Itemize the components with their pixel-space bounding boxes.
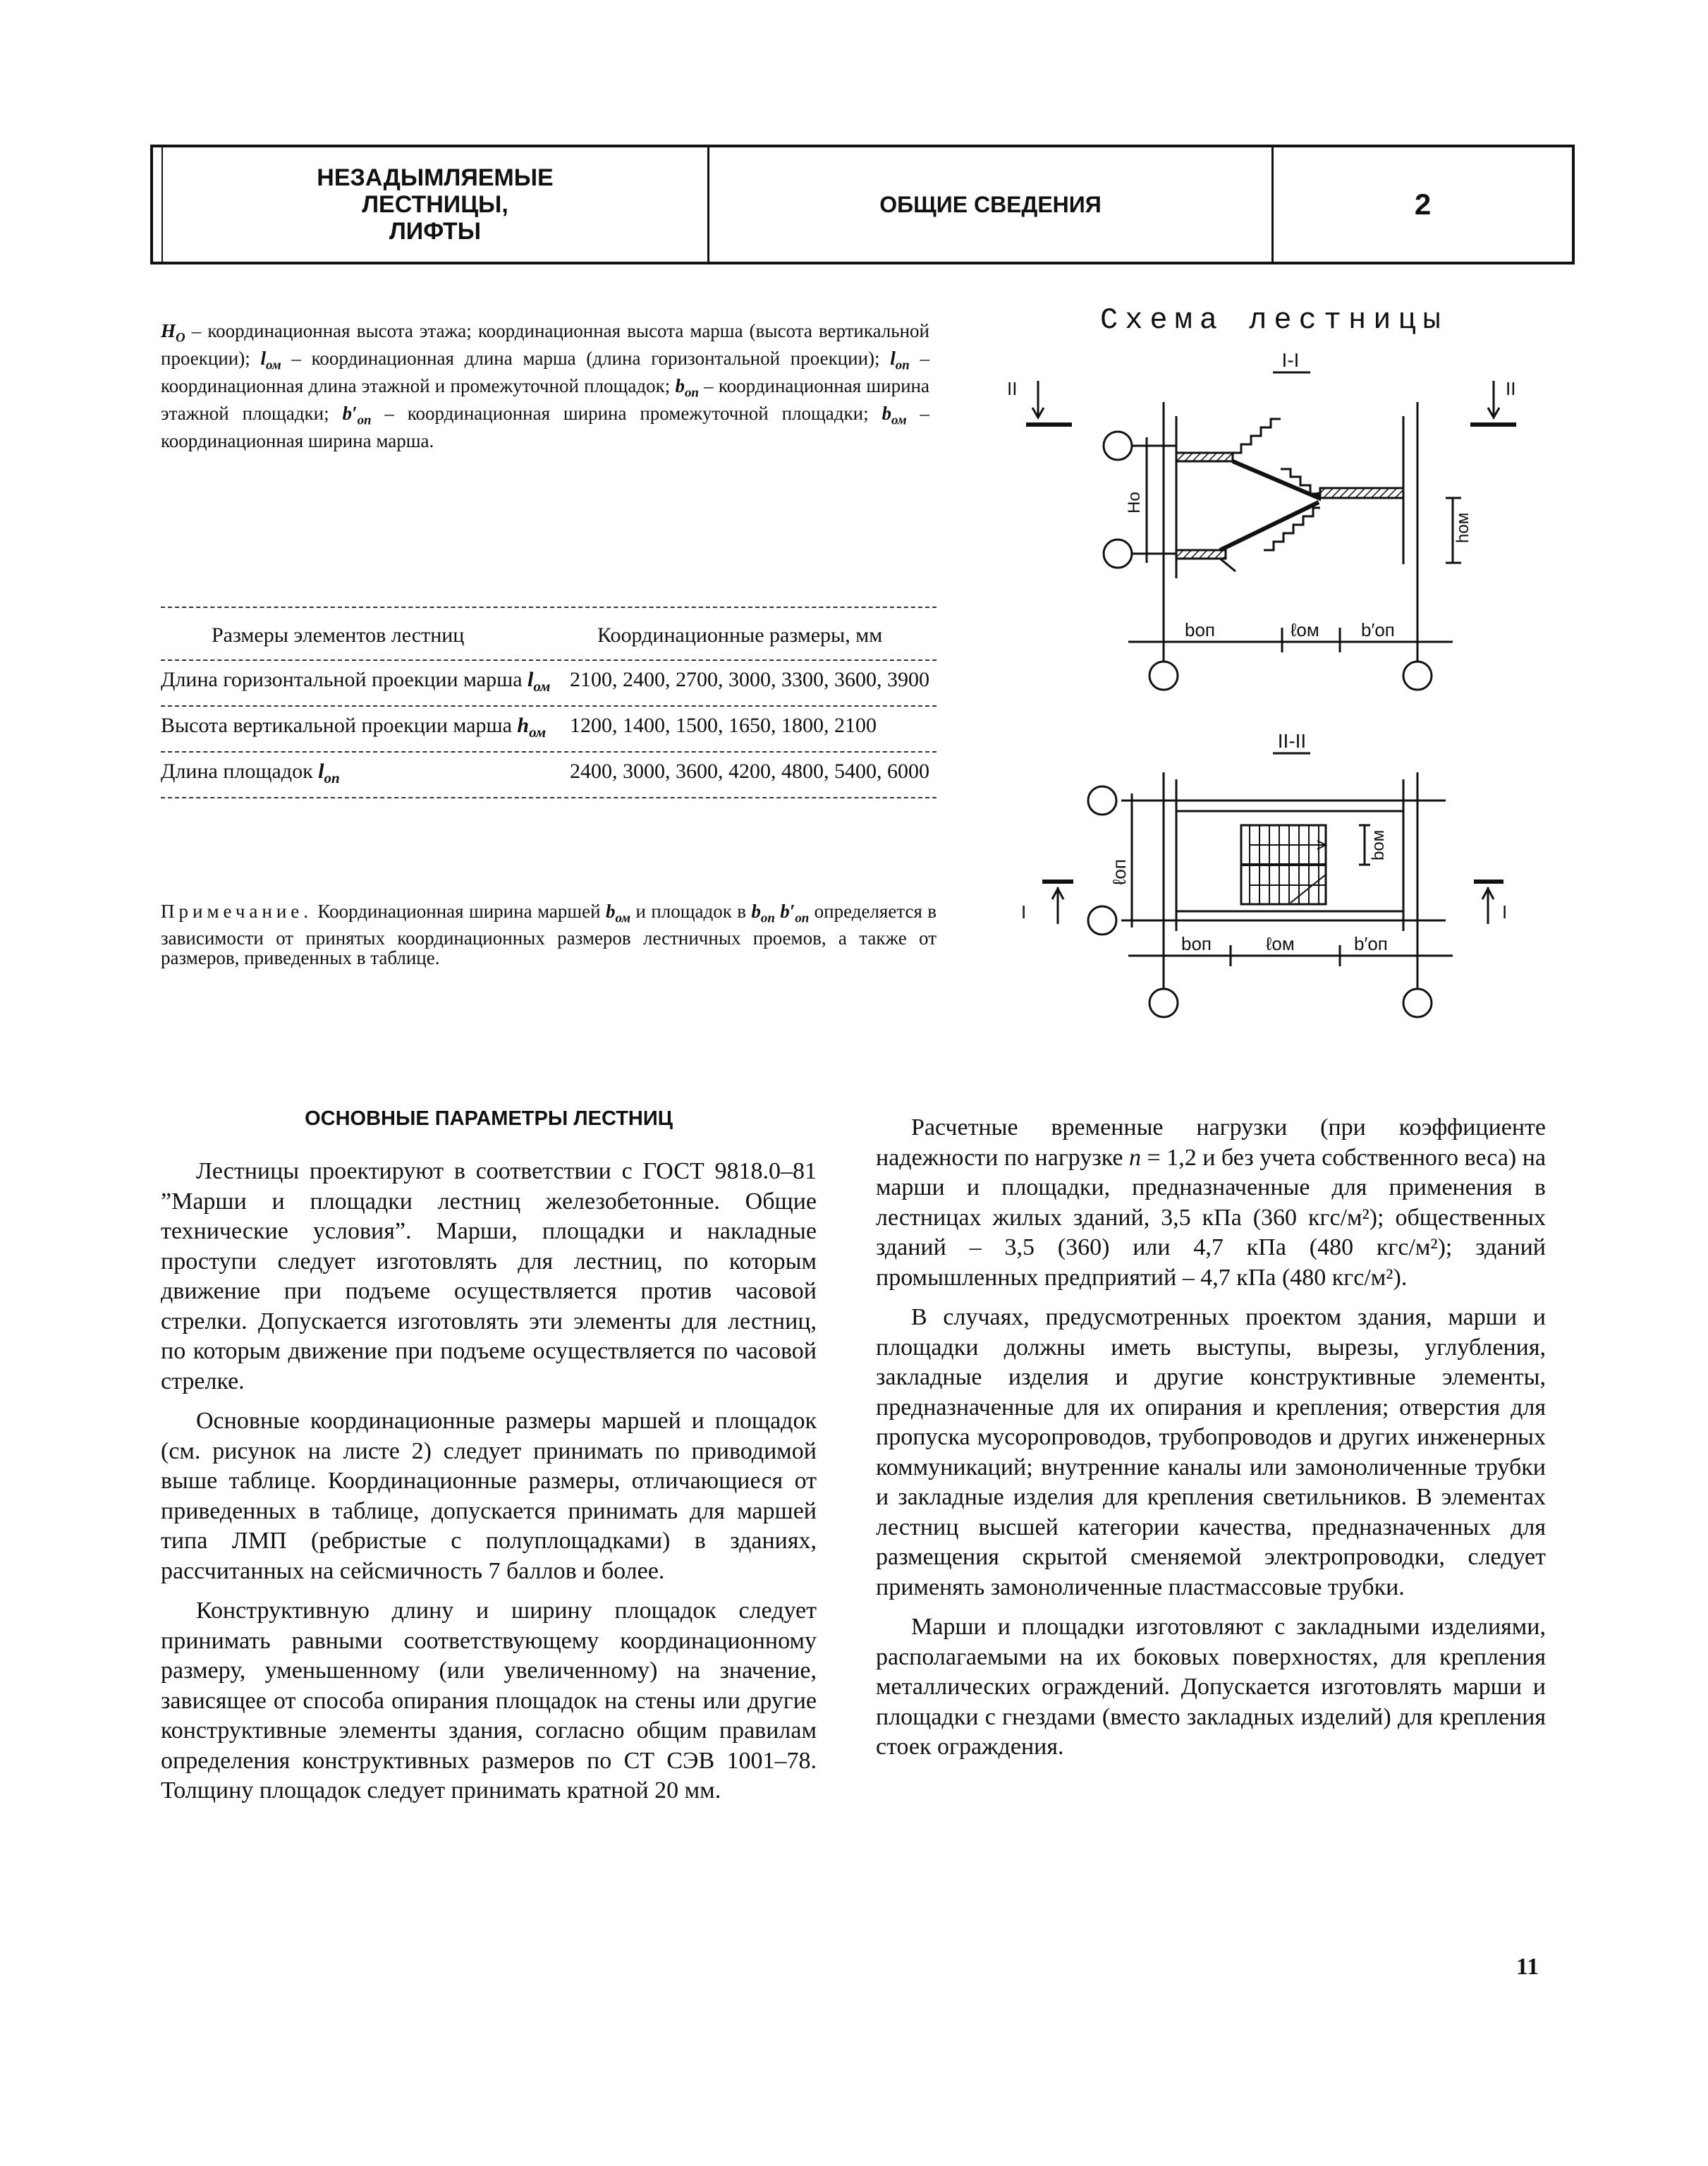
label-lon: ℓоп [1109, 859, 1130, 885]
label-bom: bом [1369, 829, 1388, 860]
header-page-cell [1274, 145, 1572, 264]
header-title-cell [163, 145, 707, 264]
symbol-lon: $l_{оп}$ [890, 347, 910, 373]
page-number: 11 [1516, 1954, 1539, 1980]
table-row [161, 661, 937, 705]
table-cell-values: 1200, 1400, 1500, 1650, 1800, 2100 [570, 714, 877, 737]
cut-mark-right: I [1502, 901, 1508, 923]
table-header-row [161, 608, 937, 659]
symbol-bon: $b_{оп}$ [675, 375, 699, 401]
grid-axis-circle [1088, 786, 1116, 815]
cut-mark-right: II [1506, 378, 1516, 399]
section-1-1 [1007, 349, 1516, 690]
label-bon: bоп [1185, 619, 1215, 640]
symbol-lom: $l_{ом}$ [260, 347, 281, 373]
cut-mark-left: II [1007, 378, 1018, 399]
diagram-title: Схема лестницы [1100, 303, 1448, 337]
table-cell-values: 2400, 3000, 3600, 4200, 4800, 5400, 6000 [570, 760, 929, 783]
grid-axis-circle [1149, 662, 1178, 690]
right-column [876, 1113, 1546, 1772]
paragraph: Лестницы проектируют в соответствии с ГОСТ 9818.0–81 ”Марши и площадки лестниц железобетонные. Общие технические условия”. Марши, площадки и накладные проступи следует изготовлять для лестниц, по которым движение при подъеме осуществляется против часовой стрелки. Допускается изготовлять эти элементы для лестниц, по которым движение при подъеме осуществляется по часовой стрелке. [161, 1158, 817, 1394]
section-heading: ОСНОВНЫЕ ПАРАМЕТРЫ ЛЕСТНИЦ [305, 1107, 673, 1130]
symbol-ho: $H_O$ [161, 320, 185, 346]
left-column [161, 1157, 817, 1816]
symbol-bon-prime: $b'_{оп}$ [342, 402, 372, 428]
label-hom: hом [1453, 512, 1472, 543]
table-cell-name: Высота вертикальной проекции марша $h_{ом}$ [161, 714, 547, 741]
header-table [150, 145, 1575, 264]
grid-axis-circle [1403, 662, 1432, 690]
table-row [161, 707, 937, 751]
table-header-sizes: Координационные размеры, мм [597, 623, 883, 647]
grid-axis-circle [1104, 432, 1132, 460]
paragraph: В случаях, предусмотренных проектом здания, марши и площадки должны иметь выступы, вырезы, углубления, закладные изделия и другие конструктивные элементы, предназначенные для их опирания и крепления; отверстия для пропуска мусоропроводов, трубопроводов и других инженерных коммуникаций; внутренние каналы или замоноличенные трубки и закладные изделия для крепления светильников. В элементах лестниц высшей категории качества, предназначенных для размещения скрытой сменяемой электропроводки, следует применять замоноличенные пластмассовые трубки. [876, 1304, 1546, 1600]
label-lom: ℓом [1266, 933, 1295, 954]
paragraph: Расчетные временные нагрузки (при коэффициенте надежности по нагрузке n = 1,2 и без учета собственного веса) на марши и площадки, предназначенные для применения в лестницах жилых зданий, 3,5 кПа (360 кгс/м²); общественных зданий – 3,5 (360) или 4,7 кПа (480 кгс/м²); зданий промышленных предприятий – 4,7 кПа (480 кгс/м²). [876, 1114, 1547, 1291]
section-1-label: I-I [1281, 349, 1300, 371]
grid-axis-circle [1403, 989, 1432, 1017]
symbol-definitions [161, 321, 929, 451]
note-label: Примечание. [161, 901, 313, 922]
cut-mark-left: I [1021, 901, 1027, 923]
label-lom: ℓом [1291, 619, 1319, 640]
dimension-table [161, 607, 937, 798]
paragraph: Основные координационные размеры маршей и площадок (см. рисунок на листе 2) следует принимать по приводимой выше таблице. Координационные размеры, отличающиеся от приведенных в таблице, допускается принимать для маршей типа ЛМП (ребристые с полуплощадками) в зданиях, рассчитанных на сейсмичность 7 баллов и более. [161, 1408, 817, 1584]
stair-scheme-diagram [987, 339, 1566, 1030]
table-note: Примечание. Координационная ширина маршей $b_{ом}$ и площадок в $b_{оп}$ $b'_{оп}$ определяется в зависимости от принятых координационных размеров лестничных проемов, а также от размеров, приведенных в таблице. [161, 901, 937, 969]
def-lom-text: – координационная длина марша (длина горизонтальной проекции); [281, 347, 891, 369]
grid-axis-circle [1149, 989, 1178, 1017]
header-page-number: 2 [1414, 188, 1432, 221]
section-2-label: II-II [1277, 730, 1307, 752]
table-header-elements: Размеры элементов лестниц [212, 623, 465, 647]
table-rule [161, 797, 937, 798]
label-bon-prime: b′оп [1354, 933, 1388, 954]
table-row [161, 753, 937, 797]
label-bon: bоп [1181, 933, 1212, 954]
label-bon-prime: b′оп [1361, 619, 1395, 640]
header-section: ОБЩИЕ СВЕДЕНИЯ [879, 191, 1102, 217]
symbol-bom: $b_{ом}$ [882, 402, 907, 428]
def-bom-text: – координационная ширина марша. [161, 402, 930, 451]
header-section-cell [709, 145, 1271, 264]
table-cell-values: 2100, 2400, 2700, 3000, 3300, 3600, 3900 [570, 668, 929, 691]
def-ho-text: – координационная высота этажа; координационная высота марша (высота вертикальной проекции); [161, 320, 929, 369]
section-2-2 [1021, 730, 1507, 1017]
table-cell-name: Длина горизонтальной проекции марша $l_{ом}$ [161, 668, 551, 695]
header-title: НЕЗАДЫМЛЯЕМЫЕ ЛЕСТНИЦЫ, ЛИФТЫ [317, 164, 554, 245]
grid-axis-circle [1104, 540, 1132, 568]
paragraph: Марши и площадки изготовляют с закладными изделиями, располагаемыми на их боковых поверхностях, для крепления металлических ограждений. Допускается изготовлять марши и площадки с гнездами (вместо закладных изделий) для крепления стоек ограждения. [876, 1614, 1546, 1760]
table-cell-name: Длина площадок $l_{оп}$ [161, 760, 340, 786]
def-bon-text: – координационная ширина этажной площадки; [161, 375, 929, 424]
def-bon-prime-text: – координационная ширина промежуточной площадки; [371, 402, 882, 424]
def-lon-text: – координационная длина этажной и промежуточной площадок; [161, 347, 929, 396]
label-ho: Hо [1125, 492, 1144, 513]
paragraph: Конструктивную длину и ширину площадок следует принимать равными соответствующему координационному размеру, уменьшенному (или увеличенному) на значение, зависящее от способа опирания площадок на стены или другие конструктивные элементы здания, согласно общим правилам определения конструктивных размеров по СТ СЭВ 1001–78. Толщину площадок следует принимать кратной 20 мм. [161, 1598, 817, 1803]
grid-axis-circle [1088, 906, 1116, 935]
